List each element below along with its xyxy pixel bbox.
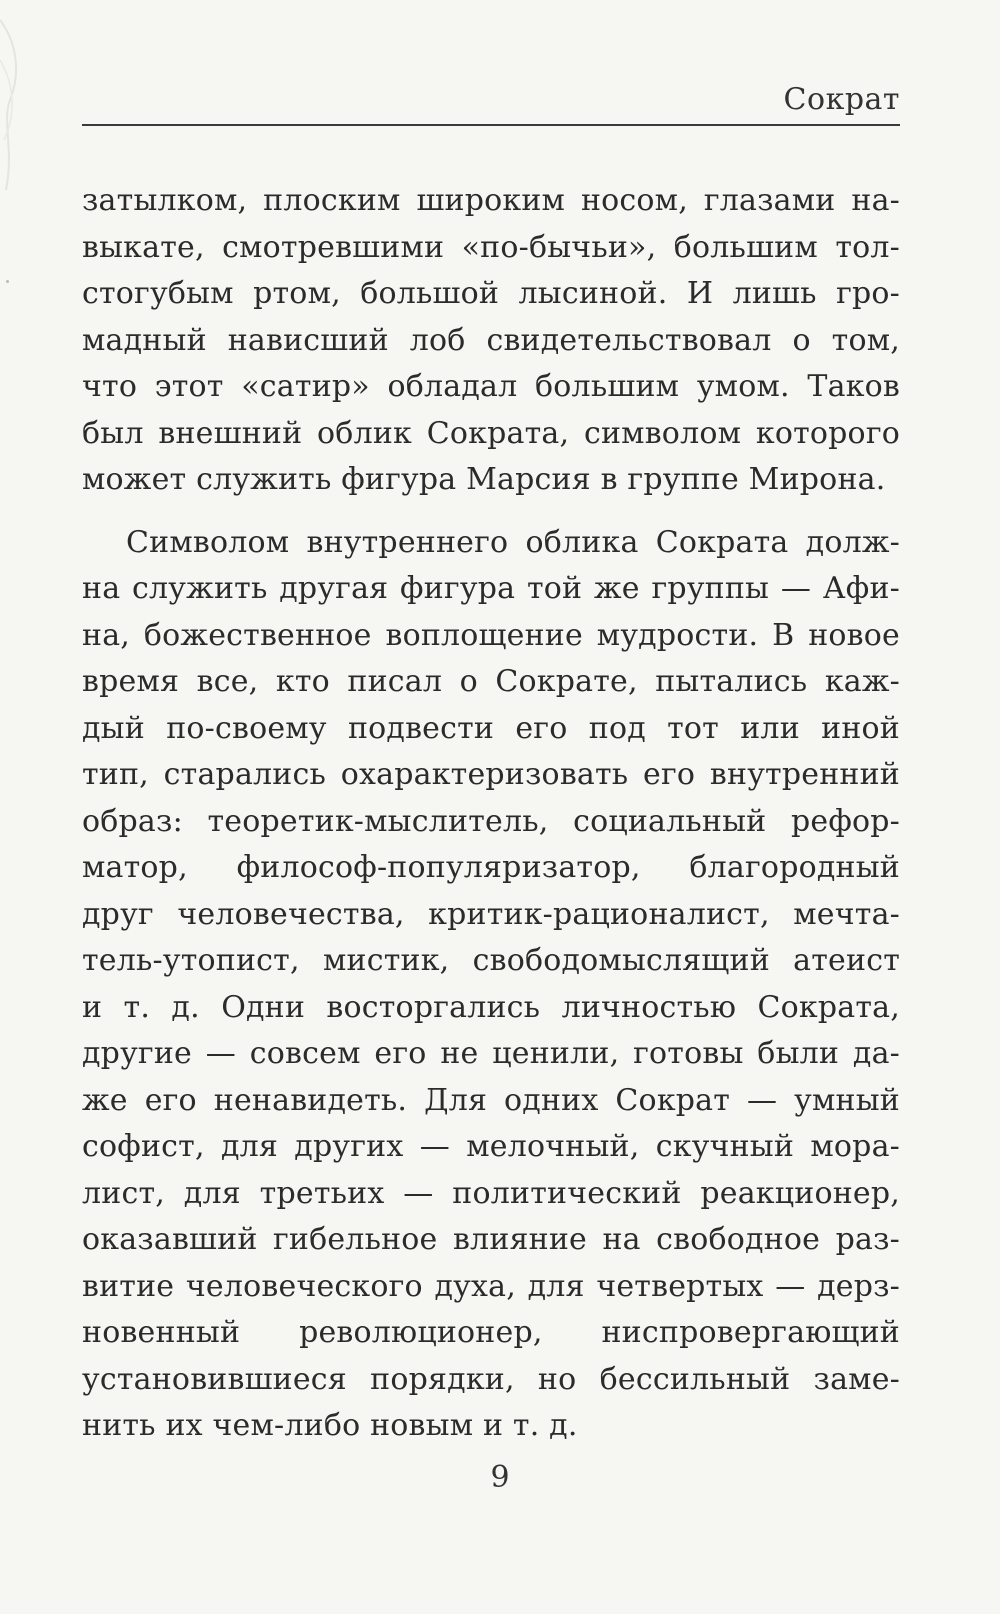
text-line: новенный революционер, ниспровергающий — [82, 1315, 900, 1350]
text-line: же его ненавидеть. Для одних Сократ — умный — [82, 1082, 900, 1118]
text-line: лист, для третьих — политический реакционер, — [82, 1175, 900, 1211]
text-line: витие человеческого духа, для четвертых — дерз- — [82, 1268, 900, 1304]
text-line: тель-утопист, мистик, свободомыслящий атеист — [82, 943, 900, 978]
text-line: был внешний облик Сократа, символом которого — [82, 415, 900, 451]
text-line: другие — совсем его не ценили, готовы были да- — [82, 1036, 900, 1071]
text-line: что этот «сатир» обладал большим умом. Таков — [82, 369, 900, 404]
running-header: Сократ — [783, 82, 900, 117]
text-line: нить их чем-либо новым и т. д. — [82, 1408, 578, 1443]
text-line: тип, старались охарактеризовать его внутренний — [82, 757, 900, 792]
page-number: 9 — [490, 1460, 510, 1495]
text-line: на, божественное воплощение мудрости. В новое — [82, 617, 900, 653]
text-line: на служить другая фигура той же группы — Афи- — [82, 571, 900, 606]
text-line: время все, кто писал о Сократе, пытались каж- — [82, 664, 900, 699]
header-rule — [82, 124, 900, 126]
text-line: может служить фигура Марсия в группе Мирона. — [82, 462, 886, 497]
edge-ornament — [0, 0, 40, 200]
text-line: стогубым ртом, большой лысиной. И лишь гро- — [82, 276, 900, 311]
text-line: затылком, плоским широким носом, глазами на- — [82, 183, 900, 218]
paragraph-2 — [82, 520, 900, 1450]
margin-speck — [6, 280, 9, 283]
text-line: софист, для других — мелочный, скучный мора- — [82, 1129, 900, 1164]
text-line: выкате, смотревшими «по-бычьи», большим тол- — [82, 229, 900, 265]
text-line: Символом внутреннего облика Сократа долж- — [126, 524, 900, 560]
text-line: друг человечества, критик-рационалист, мечта- — [82, 896, 900, 932]
text-line: дый по-своему подвести его под тот или иной — [82, 710, 900, 746]
paragraph-gap — [82, 504, 900, 520]
text-line: установившиеся порядки, но бессильный заме- — [82, 1361, 900, 1397]
text-line: образ: теоретик-мыслитель, социальный рефор- — [82, 803, 900, 839]
text-line: матор, философ-популяризатор, благородный — [82, 850, 900, 885]
body-text — [82, 178, 900, 1450]
text-line: и т. д. Одни восторгались личностью Сократа, — [82, 989, 900, 1025]
text-line: мадный нависший лоб свидетельствовал о том, — [82, 322, 900, 358]
paragraph-1 — [82, 178, 900, 504]
text-line: оказавший гибельное влияние на свободное раз- — [82, 1222, 900, 1257]
